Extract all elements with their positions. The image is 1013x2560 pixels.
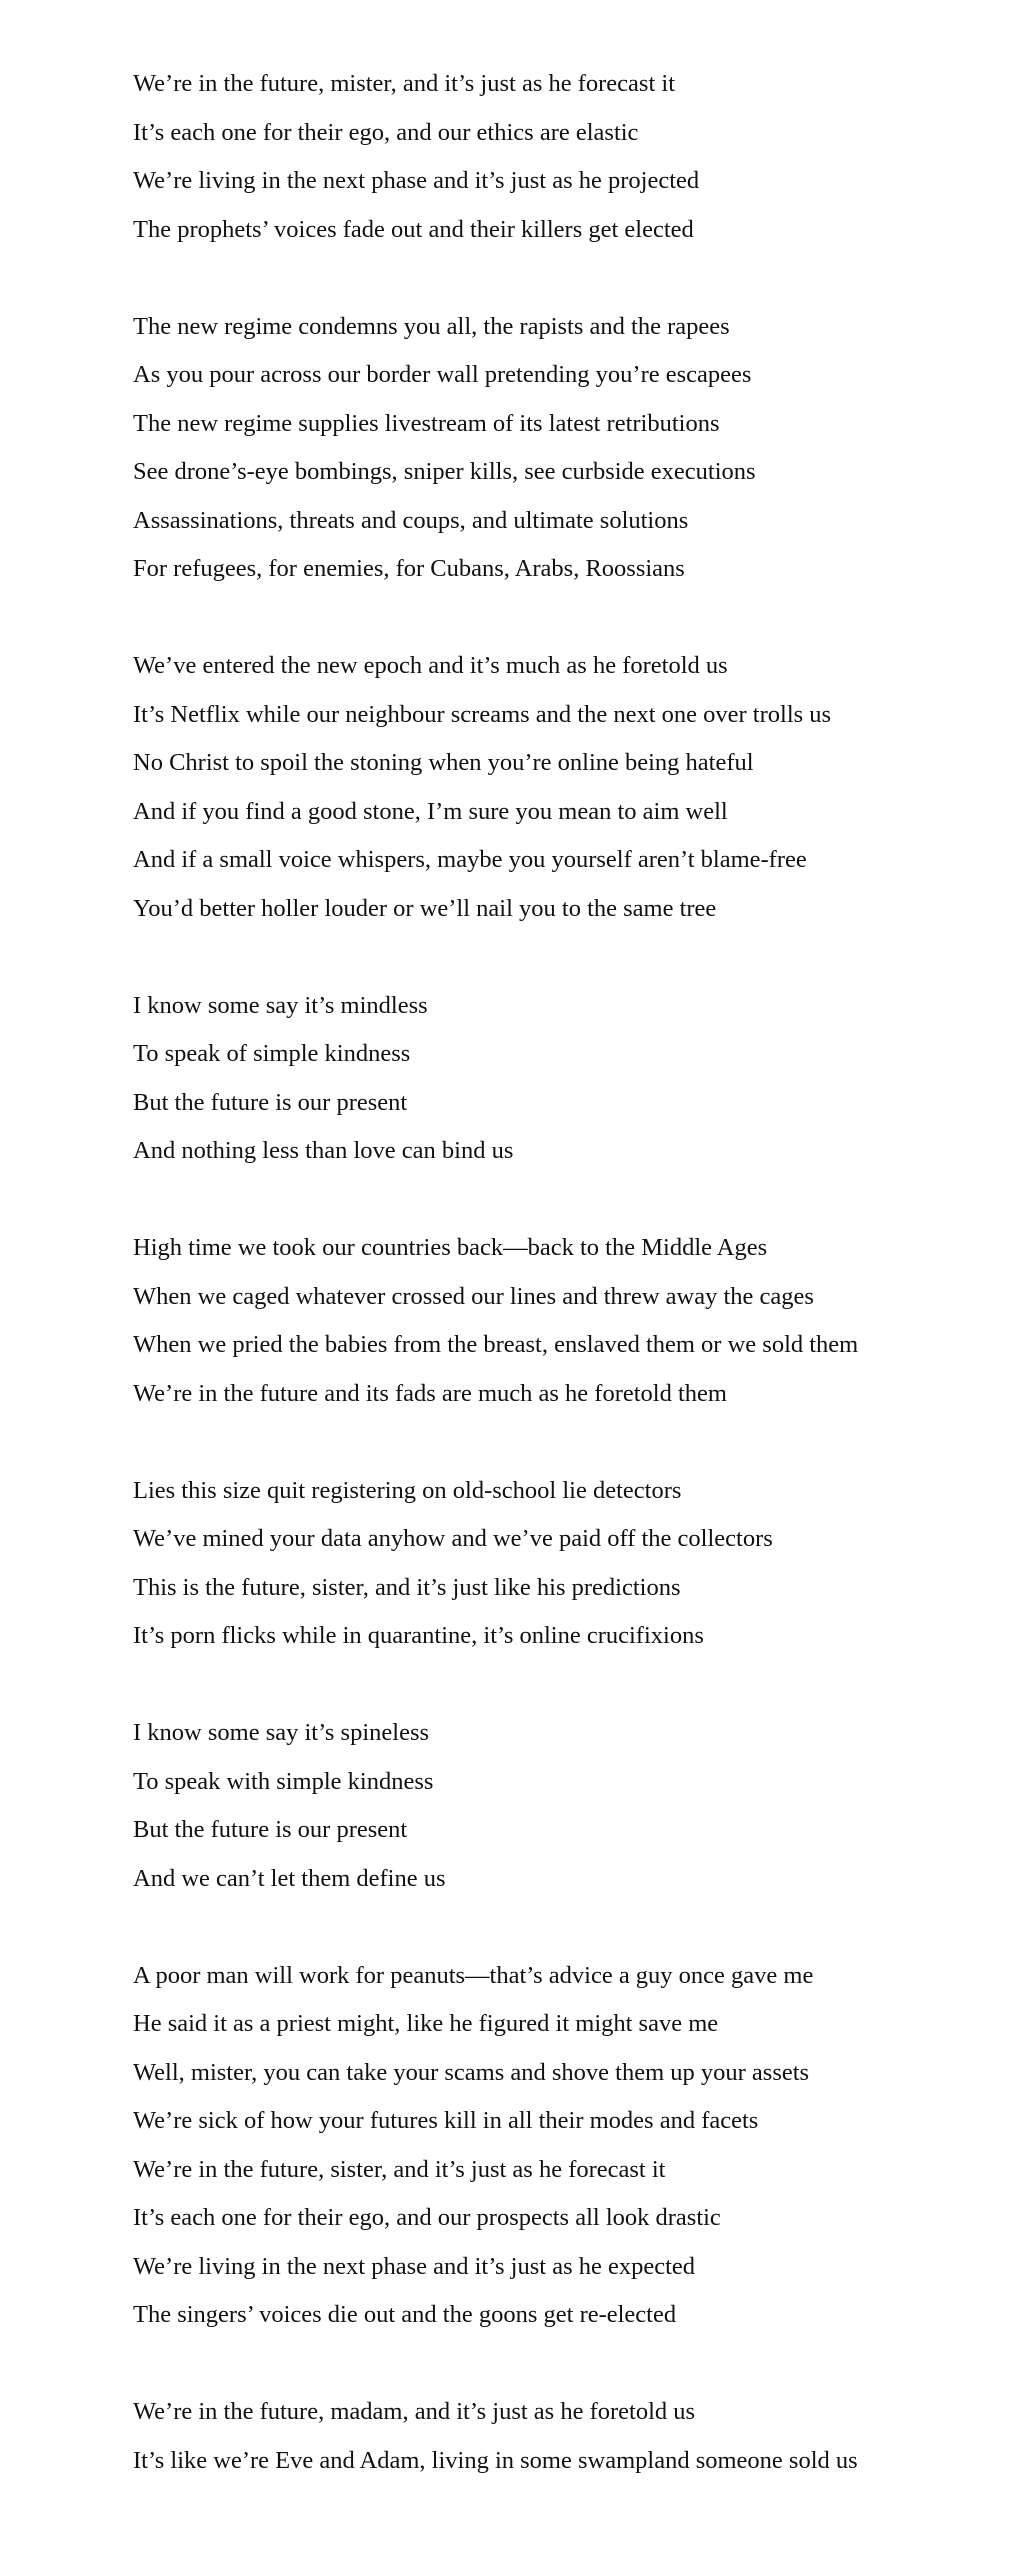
poem-line: It’s porn flicks while in quarantine, it’s online crucifixions — [133, 1622, 704, 1649]
poem-line: The singers’ voices die out and the goons get re-elected — [133, 2301, 677, 2328]
poem-line: We’re living in the next phase and it’s just as he projected — [133, 167, 700, 194]
poem-line: It’s Netflix while our neighbour screams and the next one over trolls us — [133, 700, 832, 728]
poem-line: I know some say it’s spineless — [133, 1719, 430, 1746]
poem-line: We’ve mined your data anyhow and we’ve paid off the collectors — [133, 1525, 773, 1552]
stanza — [133, 982, 993, 1176]
stanza — [133, 1709, 993, 1903]
poem-line: You’d better holler louder or we’ll nail you to the same tree — [133, 894, 717, 922]
poem-line: A poor man will work for peanuts—that’s advice a guy once gave me — [133, 1961, 814, 1989]
stanza — [133, 1224, 993, 1418]
poem-line: We’re in the future, sister, and it’s just as he forecast it — [133, 2155, 666, 2183]
poem-line: When we pried the babies from the breast, enslaved them or we sold them — [133, 1331, 859, 1358]
stanza — [133, 1952, 993, 2340]
poem-line: Lies this size quit registering on old-school lie detectors — [133, 1476, 682, 1504]
poem-line: I know some say it’s mindless — [133, 991, 428, 1019]
poem-line: And if you find a good stone, I’m sure you mean to aim well — [133, 797, 728, 825]
poem-line: And we can’t let them define us — [133, 1864, 446, 1892]
stanza — [133, 642, 993, 933]
poem-line: To speak with simple kindness — [133, 1767, 434, 1795]
stanza — [133, 60, 993, 254]
poem-line: He said it as a priest might, like he figured it might save me — [133, 2010, 719, 2037]
poem-line: As you pour across our border wall pretending you’re escapees — [133, 361, 752, 388]
stanza — [133, 303, 993, 594]
poem-line: To speak of simple kindness — [133, 1040, 411, 1067]
poem-line: The prophets’ voices fade out and their killers get elected — [133, 215, 694, 243]
poem-line: We’ve entered the new epoch and it’s much as he foretold us — [133, 652, 728, 679]
stanza — [133, 1467, 993, 1661]
poem-line: The new regime supplies livestream of its latest retributions — [133, 409, 720, 437]
poem-line: We’re in the future and its fads are much as he foretold them — [133, 1379, 727, 1407]
poem-line: See drone’s-eye bombings, sniper kills, see curbside executions — [133, 458, 756, 485]
poem-line: But the future is our present — [133, 1088, 408, 1116]
poem-line: The new regime condemns you all, the rapists and the rapees — [133, 312, 730, 340]
poem-body — [133, 60, 993, 2534]
poem-line: We’re in the future, mister, and it’s just as he forecast it — [133, 70, 676, 97]
poem-line: And if a small voice whispers, maybe you yourself aren’t blame-free — [133, 846, 807, 873]
poem-line: When we caged whatever crossed our lines and threw away the cages — [133, 1282, 814, 1310]
poem-line: High time we took our countries back—back to the Middle Ages — [133, 1234, 768, 1261]
poem-line: It’s each one for their ego, and our ethics are elastic — [133, 118, 639, 146]
poem-line: Assassinations, threats and coups, and ultimate solutions — [133, 506, 689, 534]
poem-line: It’s each one for their ego, and our prospects all look drastic — [133, 2204, 721, 2231]
poem-line: We’re in the future, madam, and it’s just as he foretold us — [133, 2398, 696, 2425]
poem-line: And nothing less than love can bind us — [133, 1137, 514, 1164]
poem-line: Well, mister, you can take your scams and shove them up your assets — [133, 2058, 810, 2086]
poem-line: For refugees, for enemies, for Cubans, Arabs, Roossians — [133, 555, 685, 582]
poem-line: No Christ to spoil the stoning when you’re online being hateful — [133, 749, 754, 776]
poem-line: But the future is our present — [133, 1816, 408, 1843]
poem-line: We’re living in the next phase and it’s just as he expected — [133, 2252, 696, 2280]
poem-line: It’s like we’re Eve and Adam, living in some swampland someone sold us — [133, 2446, 858, 2474]
stanza — [133, 2388, 993, 2485]
poem-line: This is the future, sister, and it’s just like his predictions — [133, 1573, 681, 1601]
poem-line: We’re sick of how your futures kill in all their modes and facets — [133, 2107, 759, 2134]
